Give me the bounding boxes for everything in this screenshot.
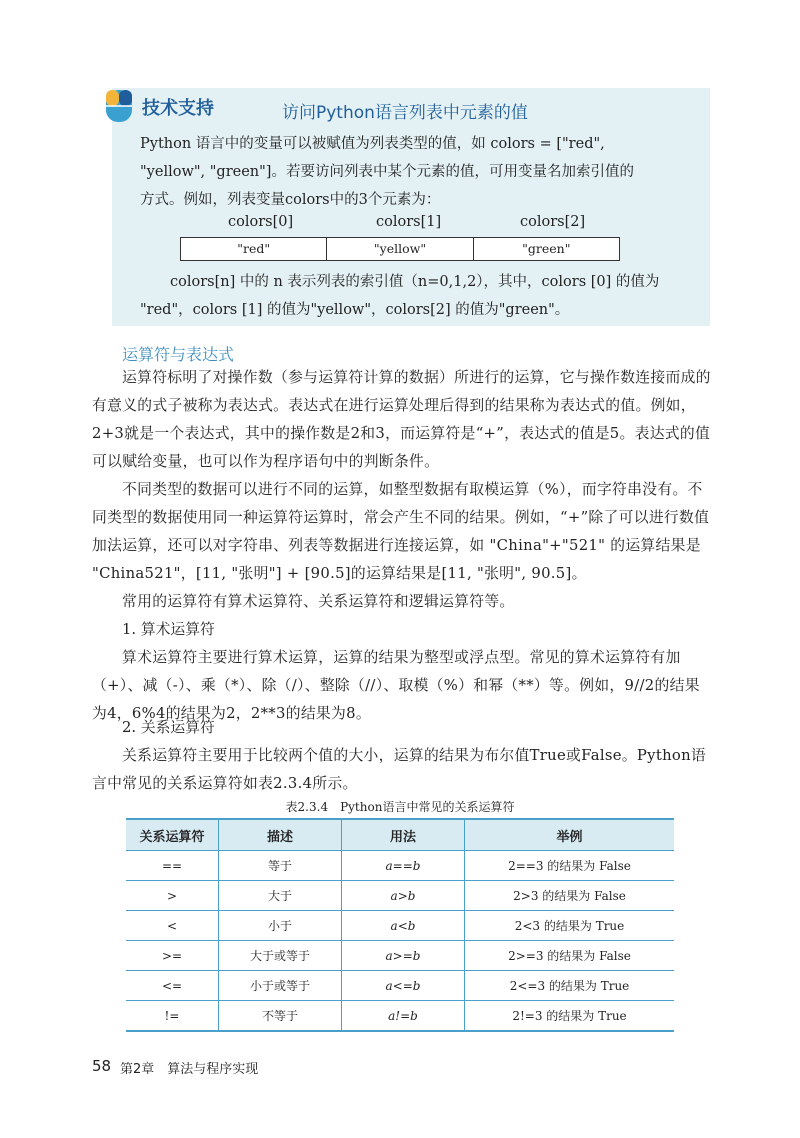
body-paragraph-3: 常用的运算符有算术运算符、关系运算符和逻辑运算符等。 [122,593,515,610]
table-caption: 表2.3.4 Python语言中常见的关系运算符 [285,800,515,814]
tech-para1-line1: Python 语言中的变量可以被赋值为列表类型的值，如 colors = ["red", [140,136,605,152]
table-cell-example: 2<=3 的结果为 True [465,971,675,1001]
table-cell-description: 大于或等于 [219,941,342,971]
tech-para1-line2: "yellow", "green"]。若要访问列表中某个元素的值，可用变量名加索引值的 [140,164,634,180]
table-cell-operator: == [126,851,219,881]
body-paragraph-4: 算术运算符主要进行算术运算，运算的结果为整型或浮点型。常见的算术运算符有加（+）、减（-）、乘（*）、除（/）、整除（//）、取模（%）和幂（**）等。例如，9//2的结果为4，6%4的结果为2，2**3的结果为8。 [92,649,700,722]
index-header-1: colors[1] [376,214,442,230]
table-cell-usage: a>=b [342,941,465,971]
index-value-2: "green" [522,241,571,256]
body-paragraph-1: 运算符标明了对操作数（参与运算符计算的数据）所进行的运算，它与操作数连接而成的有意义的式子被称为表达式。表达式在进行运算处理后得到的结果称为表达式的值。例如，2+3就是一个表达式，其中的操作数是2和3，而运算符是“+”，表达式的值是5。表达式的值可以赋给变量，也可以作为程序语句中的判断条件。 [92,369,711,470]
table-cell-usage: a>b [342,881,465,911]
table-header-description: 描述 [219,819,342,851]
table-row [126,971,674,1001]
index-value-table [180,237,620,261]
subheading-relational: 2. 关系运算符 [122,719,215,736]
index-value-1: "yellow" [327,238,473,260]
table-row [126,881,674,911]
table-header-example: 举例 [465,819,675,851]
table-row [126,1001,674,1032]
index-header-2: colors[2] [520,214,586,230]
table-row [126,941,674,971]
tech-support-label: 技术支持 [142,98,214,119]
table-cell-description: 大于 [219,881,342,911]
table-cell-description: 等于 [219,851,342,881]
table-cell-description: 小于或等于 [219,971,342,1001]
tech-support-title: 访问Python语言列表中元素的值 [282,103,528,123]
table-cell-example: 2!=3 的结果为 True [465,1001,675,1032]
mouse-icon [104,88,134,124]
index-value-0: "red" [181,238,327,260]
table-cell-example: 2<3 的结果为 True [465,911,675,941]
table-header-operator: 关系运算符 [126,819,219,851]
body-paragraph-2: 不同类型的数据可以进行不同的运算，如整型数据有取模运算（%），而字符串没有。不同类型的数据使用同一种运算符运算时，常会产生不同的结果。例如，“+”除了可以进行数值加法运算，还可以对字符串、列表等数据进行连接运算，如 "China"+"521" 的运算结果是 "China521"，[11, "张明"] + [90.5]的运算结果是[11, "张明", 90.5]。 [92,481,710,582]
table-cell-usage: a<b [342,911,465,941]
table-cell-operator: != [126,1001,219,1032]
table-cell-operator: <= [126,971,219,1001]
table-cell-operator: > [126,881,219,911]
body-paragraph-5: 关系运算符主要用于比较两个值的大小，运算的结果为布尔值True或False。Python语言中常见的关系运算符如表2.3.4所示。 [92,747,707,792]
table-cell-example: 2>3 的结果为 False [465,881,675,911]
relational-operators-table [126,818,674,1032]
table-cell-operator: < [126,911,219,941]
tech-para1-line3: 方式。例如，列表变量colors中的3个元素为： [140,192,441,208]
table-cell-description: 小于 [219,911,342,941]
table-row [126,851,674,881]
table-cell-example: 2==3 的结果为 False [465,851,675,881]
table-row [126,911,674,941]
table-cell-operator: >= [126,941,219,971]
tech-para2-line1: colors[n] 中的 n 表示列表的索引值（n=0,1,2），其中，colors [0] 的值为 [170,274,660,290]
page-number: 58 [92,1057,112,1075]
table-header-usage: 用法 [342,819,465,851]
subheading-arithmetic: 1. 算术运算符 [122,621,215,638]
section-title: 运算符与表达式 [122,345,235,364]
table-cell-usage: a!=b [342,1001,465,1032]
table-cell-description: 不等于 [219,1001,342,1032]
tech-para2-line2: "red"，colors [1] 的值为"yellow"，colors[2] 的值为"green"。 [140,302,570,318]
table-cell-usage: a<=b [342,971,465,1001]
table-cell-usage: a==b [342,851,465,881]
chapter-label: 第2章 算法与程序实现 [120,1062,259,1077]
index-header-0: colors[0] [228,214,294,230]
table-cell-example: 2>=3 的结果为 False [465,941,675,971]
